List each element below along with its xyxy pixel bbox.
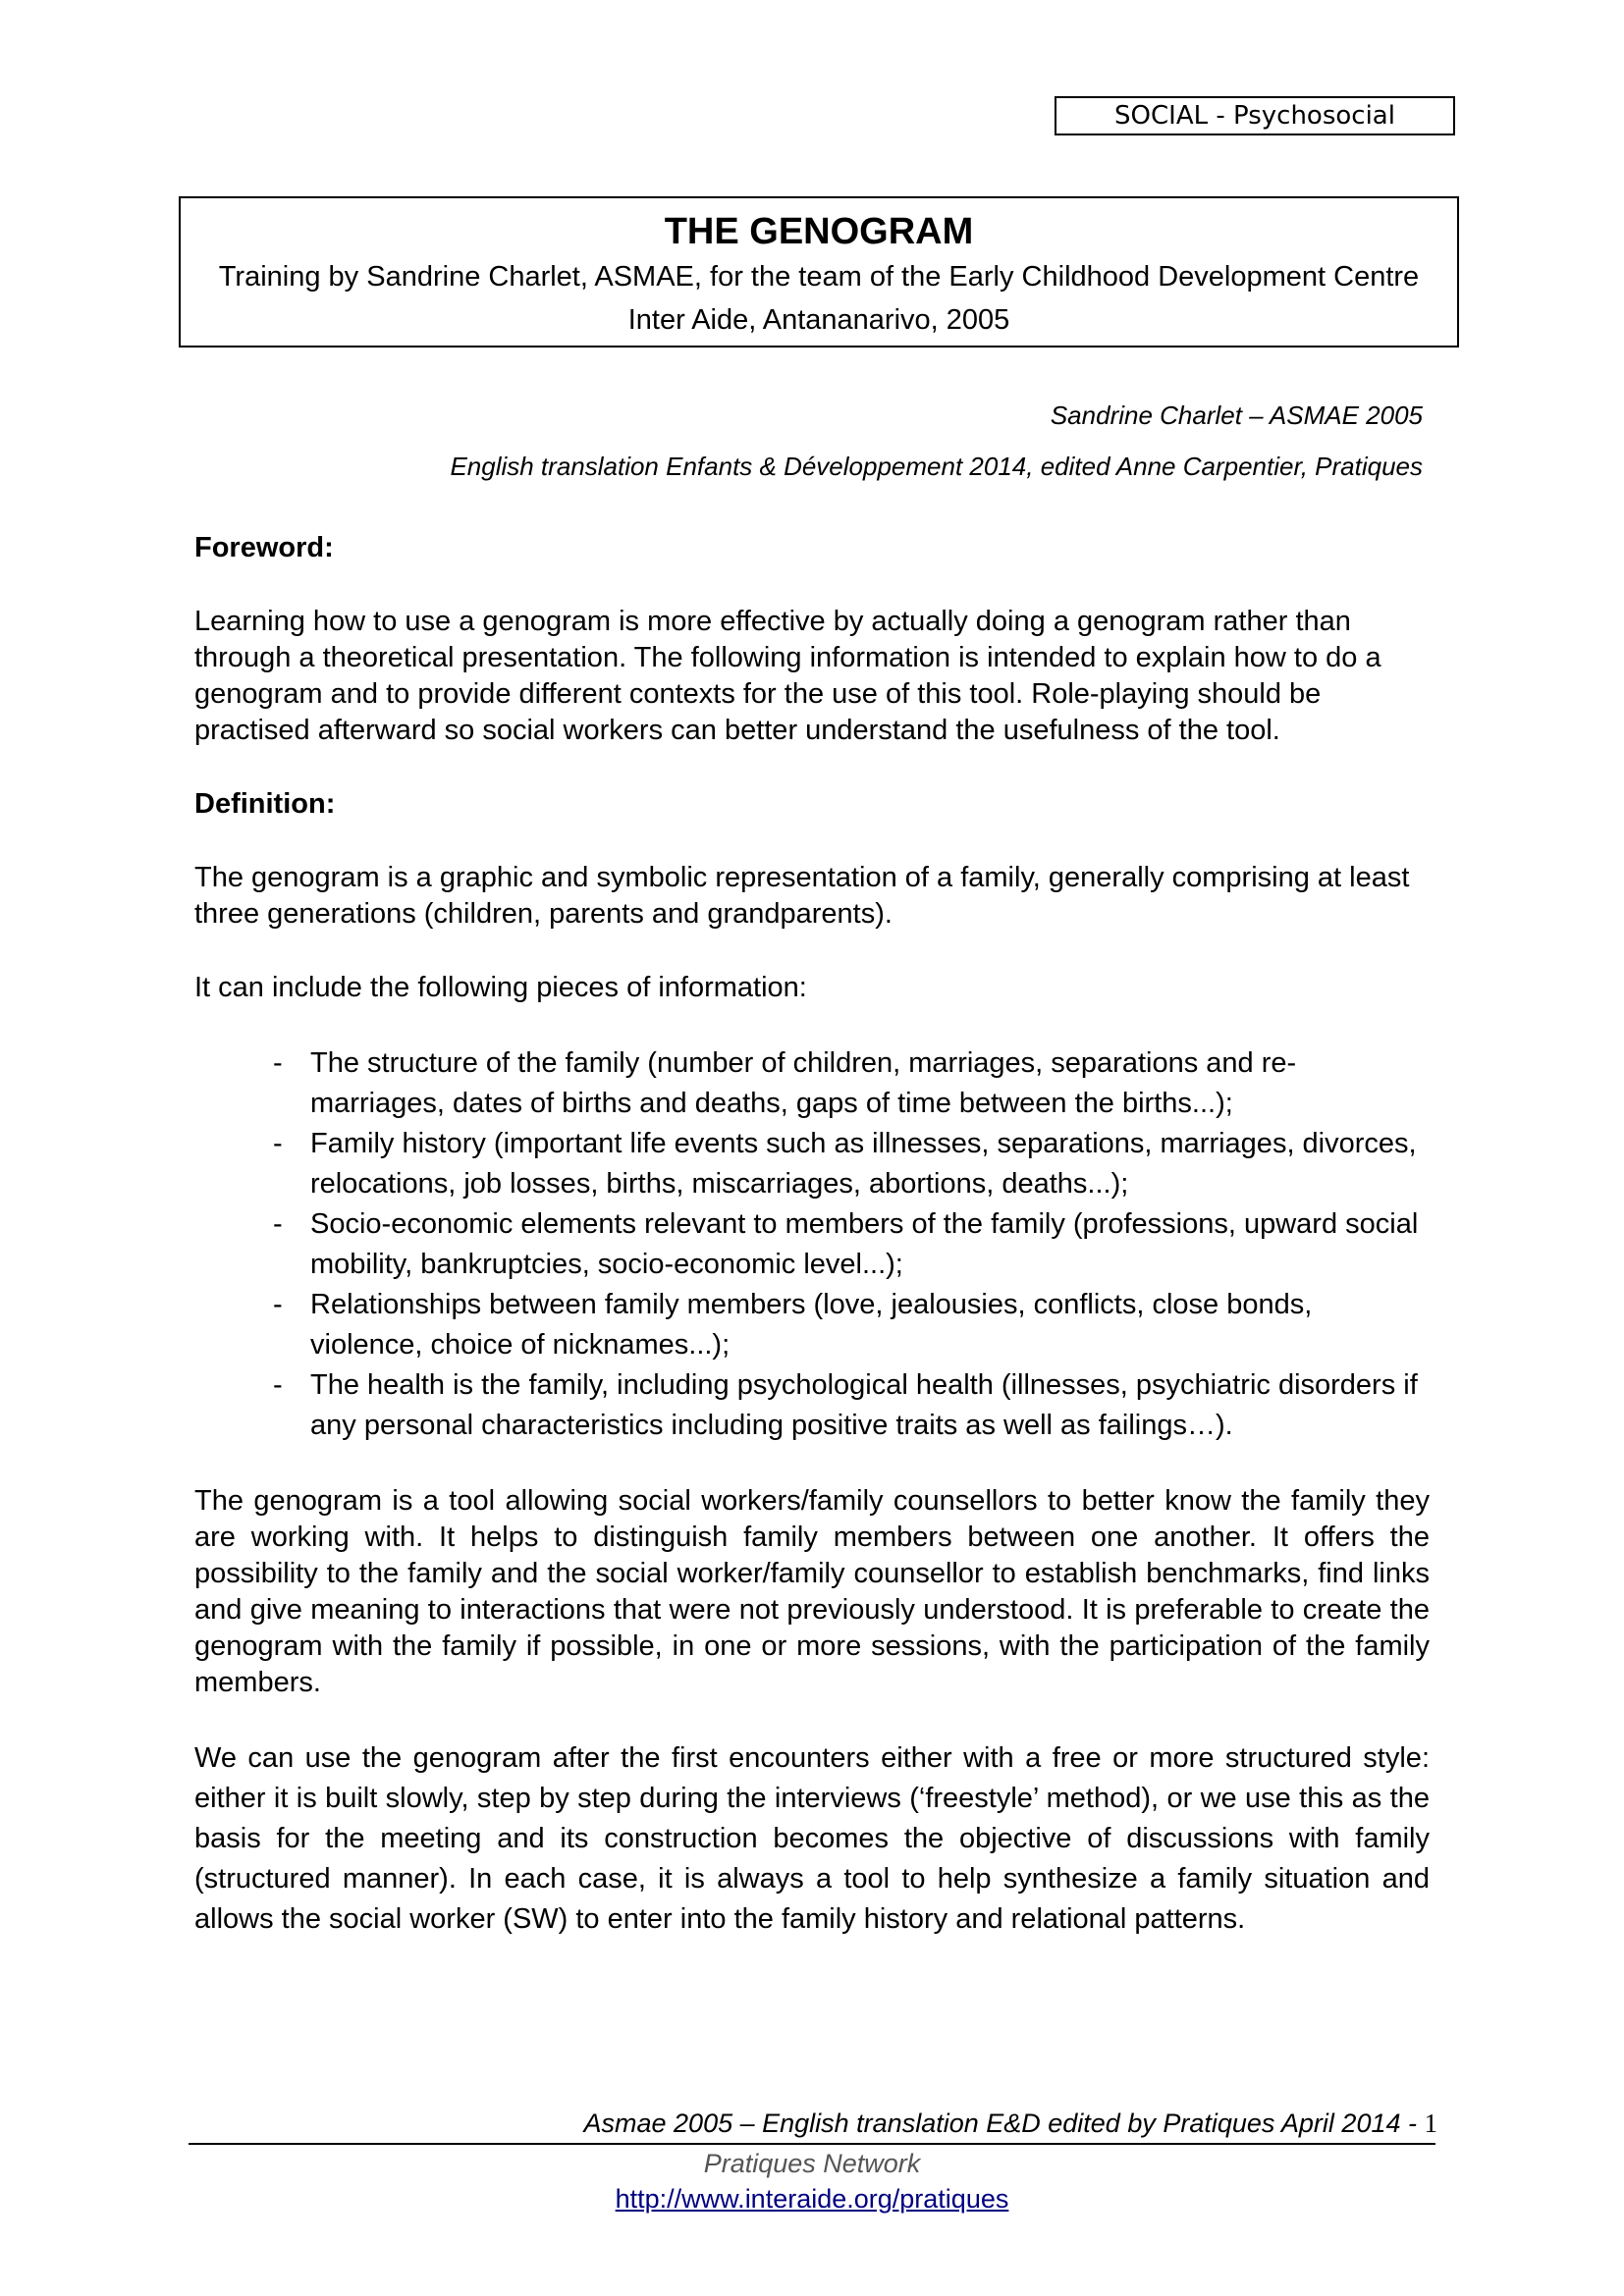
list-item: - Relationships between family members (love, jealousies, conflicts, close bonds, violence, choice of nicknames...); [273, 1285, 1430, 1365]
list-item: - Socio-economic elements relevant to members of the family (professions, upward social mobility, bankruptcies, socio-economic level...); [273, 1204, 1430, 1285]
dash-bullet: - [273, 1289, 283, 1320]
definition-paragraph: The genogram is a graphic and symbolic representation of a family, generally comprising at least three generations (children, parents and grandparents). [194, 862, 1410, 930]
page-number: 1 [1424, 2109, 1437, 2138]
document-body [194, 530, 1430, 1977]
definition-heading: Definition: [194, 788, 336, 820]
title-box [179, 196, 1459, 347]
list-item: - Family history (important life events such as illnesses, separations, marriages, divorces, relocations, job losses, births, miscarriages, abortions, deaths...); [273, 1124, 1430, 1204]
dash-bullet: - [273, 1369, 283, 1401]
attribution [450, 390, 1423, 492]
footer-link[interactable]: http://www.interaide.org/pratiques [615, 2184, 1009, 2214]
footer-divider [189, 2143, 1435, 2145]
footer-network: Pratiques Network [703, 2149, 921, 2178]
attribution-line-2: English translation Enfants & Développement 2014, edited Anne Carpentier, Pratiques [450, 452, 1423, 481]
genogram-usage-paragraph: We can use the genogram after the first encounters either with a free or more structured style: either it is built slowly, step by step during the interviews (‘freestyle’ method), or we use this as the basis for the meeting and its construction becomes the objective of discussions with family (structured manner). In each case, it is always a tool to help synthesize a family situation and allows the social worker (SW) to enter into the family history and relational patterns. [194, 1742, 1430, 1935]
footer-credit: Asmae 2005 – English translation E&D edited by Pratiques April 2014 - 1 [583, 2109, 1437, 2138]
foreword-heading: Foreword: [194, 532, 334, 563]
dash-bullet: - [273, 1047, 283, 1079]
genogram-tool-paragraph: The genogram is a tool allowing social workers/family counsellors to better know the family they are working with. It helps to distinguish family members between one another. It offers the possibility to the family and the social worker/family counsellor to establish benchmarks, find links and give meaning to interactions that were not previously understood. It is preferable to create the genogram with the family if possible, in one or more sessions, with the participation of the family members. [194, 1485, 1430, 1698]
subtitle-line-1: Training by Sandrine Charlet, ASMAE, for the team of the Early Childhood Development Centre [218, 261, 1420, 293]
list-intro: It can include the following pieces of information: [194, 972, 807, 1003]
document-title: THE GENOGRAM [664, 211, 974, 252]
list-item: - The structure of the family (number of children, marriages, separations and re-marriages, dates of births and deaths, gaps of time between the births...); [273, 1043, 1430, 1124]
dash-bullet: - [273, 1208, 283, 1240]
foreword-paragraph: Learning how to use a genogram is more effective by actually doing a genogram rather than through a theoretical presentation. The following information is intended to explain how to do a genogram and to provide different contexts for the use of this tool. Role-playing should be practised afterward so social workers can better understand the usefulness of the tool. [194, 606, 1381, 746]
list-item: - The health is the family, including psychological health (illnesses, psychiatric disorders if any personal characteristics including positive traits as well as failings…). [273, 1365, 1430, 1446]
dash-bullet: - [273, 1128, 283, 1159]
attribution-line-1: Sandrine Charlet – ASMAE 2005 [1050, 400, 1423, 430]
information-list [194, 1043, 1430, 1446]
category-tag: SOCIAL - Psychosocial [1055, 96, 1455, 135]
subtitle-line-2: Inter Aide, Antananarivo, 2005 [627, 304, 1010, 336]
